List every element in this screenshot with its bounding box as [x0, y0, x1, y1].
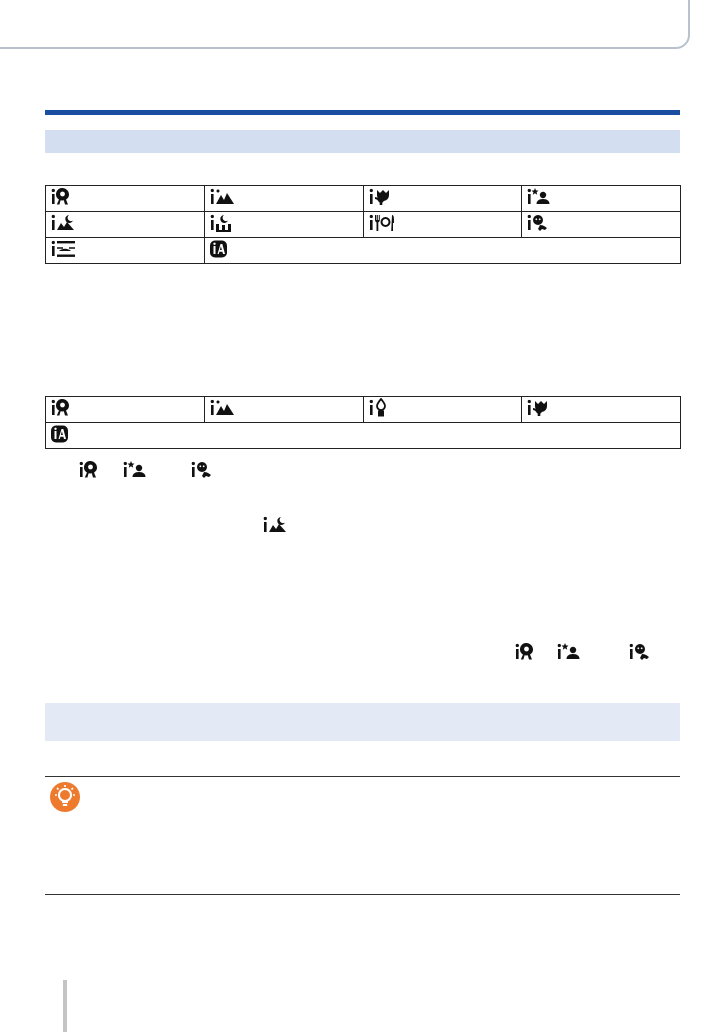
i-night-portrait-icon: [526, 187, 558, 207]
cell-ia: [46, 423, 681, 449]
motion-picture-scene-table: [45, 396, 681, 449]
note-icons-row-1: [78, 460, 222, 480]
i-night-portrait-icon: [122, 460, 154, 480]
ia-icon: [50, 424, 70, 444]
cell-i-scenery: [204, 397, 363, 423]
table-row: [46, 212, 681, 238]
i-baby-icon: [526, 213, 558, 233]
i-scenery-icon: [209, 398, 241, 418]
cell-i-macro: [363, 186, 522, 212]
cell-i-night-scenery: [46, 212, 205, 238]
i-portrait-icon: [78, 460, 110, 480]
cell-i-sunset: [46, 238, 205, 264]
cell-ia: [204, 238, 680, 264]
page-edge-marker: [63, 980, 67, 1032]
tip-top-rule: [45, 776, 680, 777]
section-rule: [45, 110, 680, 115]
i-handheld-night-shot-icon: [209, 213, 241, 233]
cell-i-baby: [522, 212, 681, 238]
table-row: [46, 397, 681, 423]
ia-icon: [209, 239, 229, 259]
cell-i-handheld-night-shot: [204, 212, 363, 238]
note-icon-2: [262, 515, 294, 535]
i-night-portrait-icon: [556, 642, 588, 662]
cell-i-portrait: [46, 397, 205, 423]
recording-mode-scene-table: [45, 185, 681, 264]
cell-i-food: [363, 212, 522, 238]
page-header-frame: [0, 0, 690, 49]
cell-i-portrait: [46, 186, 205, 212]
i-portrait-icon: [50, 398, 82, 418]
tip-bottom-rule: [45, 894, 680, 895]
i-food-icon: [368, 213, 400, 233]
i-baby-icon: [628, 642, 660, 662]
i-portrait-icon: [50, 187, 82, 207]
lightbulb-icon: [50, 782, 80, 812]
i-night-scenery-icon: [262, 515, 294, 535]
i-macro-icon: [526, 398, 558, 418]
table-row: [46, 186, 681, 212]
cell-i-macro: [522, 397, 681, 423]
i-low-light-icon: [368, 398, 400, 418]
i-portrait-icon: [514, 642, 546, 662]
subsection-heading-band: [45, 703, 680, 741]
i-macro-icon: [368, 187, 400, 207]
table-row: [46, 423, 681, 449]
section-heading-band: [45, 130, 680, 153]
cell-i-low-light: [363, 397, 522, 423]
i-baby-icon: [190, 460, 222, 480]
i-sunset-icon: [50, 239, 82, 259]
i-night-scenery-icon: [50, 213, 82, 233]
note-icons-row-3: [514, 642, 660, 662]
i-scenery-icon: [209, 187, 241, 207]
cell-i-scenery: [204, 186, 363, 212]
table-row: [46, 238, 681, 264]
cell-i-night-portrait: [522, 186, 681, 212]
